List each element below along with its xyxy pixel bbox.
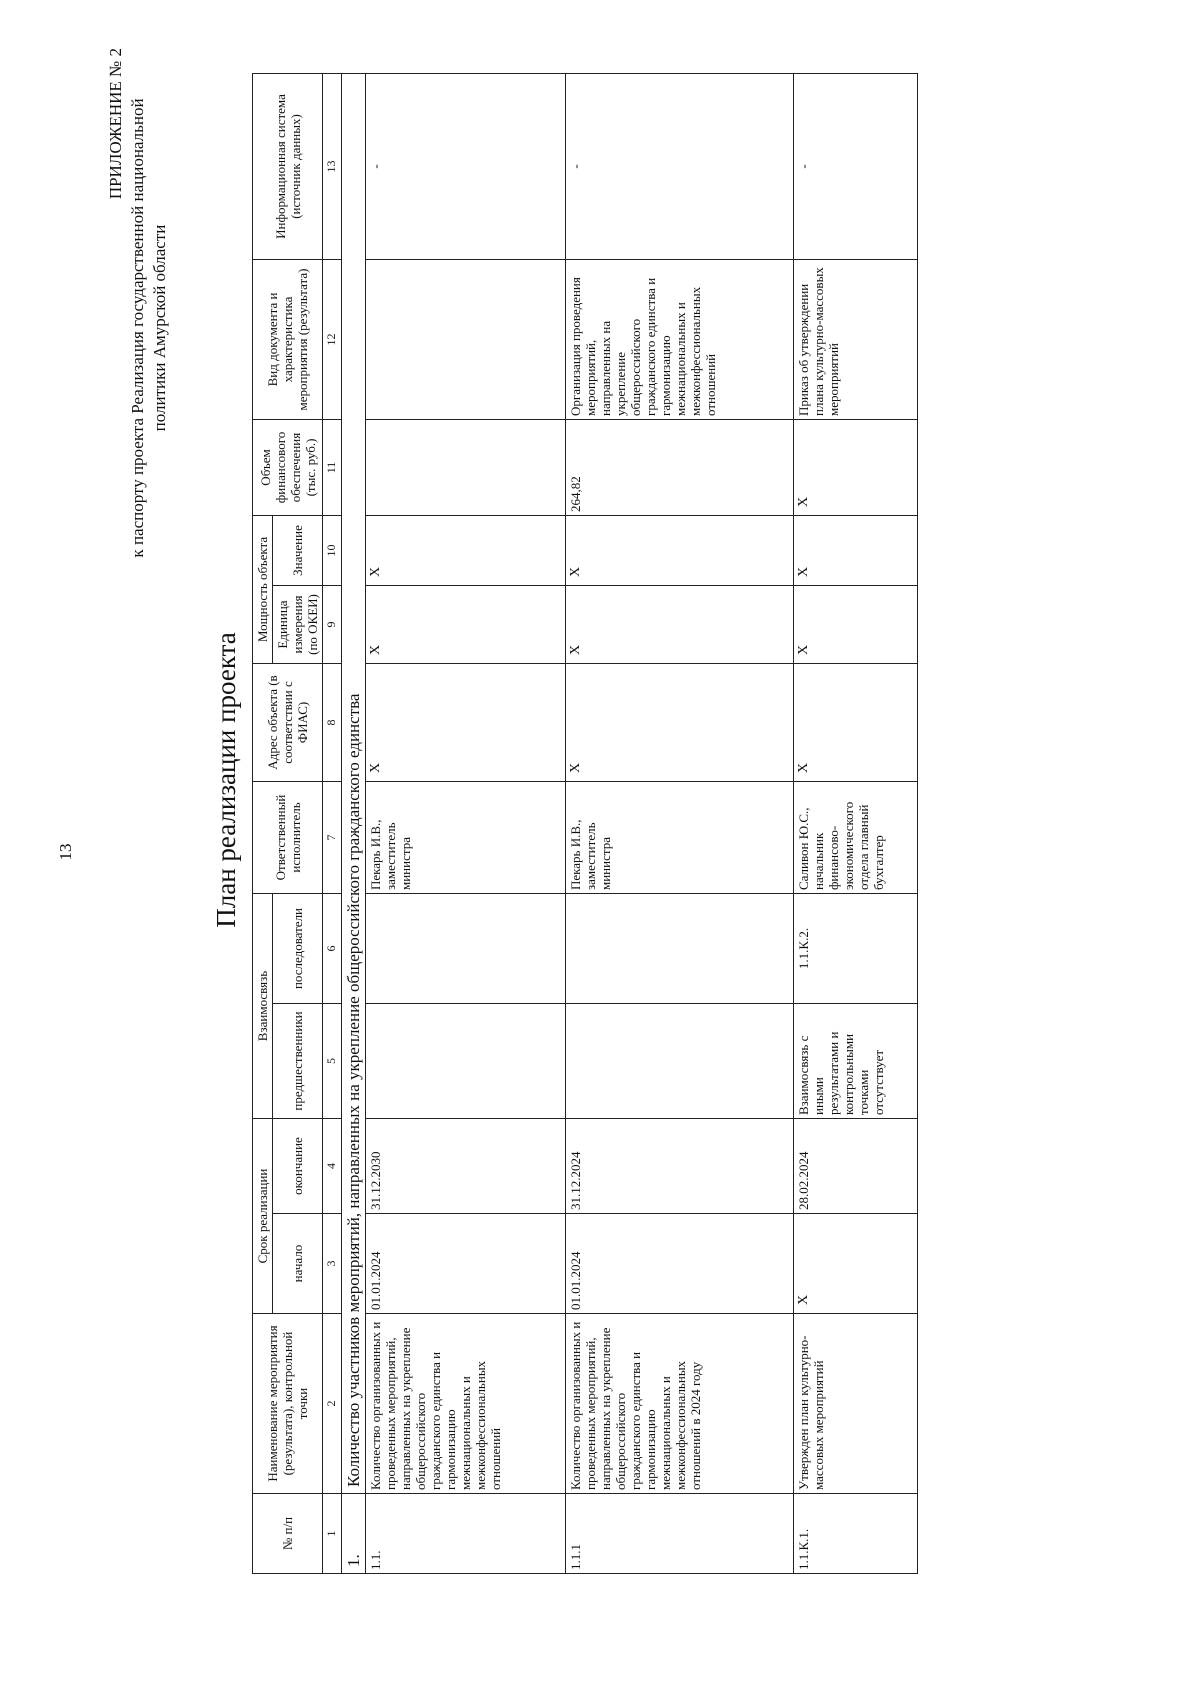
row-number: 1.1.1 bbox=[566, 1494, 794, 1574]
row-name: Количество организованных и проведенных мероприятий, направленных на укрепление общероссийского гражданского единства и гармонизацию межнациональных и межконфессиональных отношений bbox=[366, 1314, 566, 1494]
header-predecessors: предшественники bbox=[273, 1004, 323, 1119]
table-row bbox=[566, 73, 794, 1573]
header-address: Адрес объекта (в соответствии с ФИАС) bbox=[253, 664, 323, 782]
row-unit: Х bbox=[366, 586, 566, 664]
row-start: Х bbox=[794, 1214, 918, 1314]
row-predecessors: Взаимосвязь с иными результатами и контрольными точками отсутствует bbox=[794, 1004, 918, 1119]
col-number: 1 bbox=[323, 1494, 342, 1574]
column-numbers-row bbox=[323, 73, 342, 1573]
row-number: 1.1.К.1. bbox=[794, 1494, 918, 1574]
header-capacity: Мощность объекта bbox=[253, 515, 273, 663]
plan-table-container bbox=[252, 74, 1020, 1574]
row-finance bbox=[366, 419, 566, 515]
row-document bbox=[366, 259, 566, 419]
row-document: Приказ об утверждении плана культурно-массовых мероприятий bbox=[794, 259, 918, 419]
col-number: 8 bbox=[323, 664, 342, 782]
section-number: 1. bbox=[342, 1494, 366, 1574]
col-number: 7 bbox=[323, 782, 342, 894]
col-number: 4 bbox=[323, 1119, 342, 1214]
row-end: 31.12.2024 bbox=[566, 1119, 794, 1214]
appendix-line-3: политики Амурской области bbox=[150, 224, 169, 432]
header-link: Взаимосвязь bbox=[253, 894, 273, 1119]
row-responsible: Пекарь И.В., заместитель министра bbox=[566, 782, 794, 894]
header-finance: Объем финансового обеспечения (тыс. руб.) bbox=[253, 419, 323, 515]
row-info-system: - bbox=[566, 73, 794, 259]
header-row-1 bbox=[253, 73, 273, 1573]
col-number: 10 bbox=[323, 515, 342, 585]
row-unit: Х bbox=[794, 586, 918, 664]
row-address: Х bbox=[794, 664, 918, 782]
row-finance: 264,82 bbox=[566, 419, 794, 515]
appendix-line-2: к паспорту проекта Реализация государственной национальной bbox=[128, 98, 147, 558]
row-value: Х bbox=[566, 515, 794, 585]
row-document: Организация проведения мероприятий, направленных на укрепление общероссийского гражданского единства и гармонизацию межнациональных и межконфессиональных отношений bbox=[566, 259, 794, 419]
header-info-system: Информационная система (источник данных) bbox=[253, 73, 323, 259]
section-row bbox=[342, 73, 366, 1573]
row-value: Х bbox=[794, 515, 918, 585]
row-predecessors bbox=[366, 1004, 566, 1119]
col-number: 5 bbox=[323, 1004, 342, 1119]
page-title: План реализации проекта bbox=[211, 632, 241, 928]
row-successors bbox=[366, 894, 566, 1004]
page-number: 13 bbox=[56, 843, 75, 861]
row-start: 01.01.2024 bbox=[366, 1214, 566, 1314]
header-period: Срок реализации bbox=[253, 1119, 273, 1314]
row-successors bbox=[566, 894, 794, 1004]
header-num: № п/п bbox=[253, 1494, 323, 1574]
appendix-block bbox=[105, 48, 215, 608]
row-unit: Х bbox=[566, 586, 794, 664]
header-responsible: Ответственный исполнитель bbox=[253, 782, 323, 894]
row-responsible: Саливон Ю.С., начальник финансово-экономического отдела главный бухгалтер bbox=[794, 782, 918, 894]
col-number: 6 bbox=[323, 894, 342, 1004]
col-number: 11 bbox=[323, 419, 342, 515]
row-info-system: - bbox=[366, 73, 566, 259]
row-end: 28.02.2024 bbox=[794, 1119, 918, 1214]
row-successors: 1.1.К.2. bbox=[794, 894, 918, 1004]
header-successors: последователи bbox=[273, 894, 323, 1004]
header-end: окончание bbox=[273, 1119, 323, 1214]
row-name: Утвержден план культурно-массовых мероприятий bbox=[794, 1314, 918, 1494]
row-end: 31.12.2030 bbox=[366, 1119, 566, 1214]
row-address: Х bbox=[366, 664, 566, 782]
row-name: Количество организованных и проведенных мероприятий, направленных на укрепление общероссийского гражданского единства и гармонизацию межнациональных и межконфессиональных отношений в 2024 году bbox=[566, 1314, 794, 1494]
col-number: 13 bbox=[323, 73, 342, 259]
plan-table bbox=[252, 73, 918, 1574]
row-info-system: - bbox=[794, 73, 918, 259]
row-responsible: Пекарь И.В., заместитель министра bbox=[366, 782, 566, 894]
section-title: Количество участников мероприятий, направленных на укрепление общероссийского гражданского единства bbox=[342, 73, 366, 1493]
row-address: Х bbox=[566, 664, 794, 782]
header-name: Наименование мероприятия (результата), контрольной точки bbox=[253, 1314, 323, 1494]
header-unit: Единица измерения (по ОКЕИ) bbox=[273, 586, 323, 664]
header-document: Вид документа и характеристика мероприятия (результата) bbox=[253, 259, 323, 419]
row-start: 01.01.2024 bbox=[566, 1214, 794, 1314]
row-finance: Х bbox=[794, 419, 918, 515]
col-number: 12 bbox=[323, 259, 342, 419]
header-value: Значение bbox=[273, 515, 323, 585]
table-row bbox=[794, 73, 918, 1573]
col-number: 3 bbox=[323, 1214, 342, 1314]
table-row bbox=[366, 73, 566, 1573]
row-number: 1.1. bbox=[366, 1494, 566, 1574]
col-number: 2 bbox=[323, 1314, 342, 1494]
header-start: начало bbox=[273, 1214, 323, 1314]
appendix-label: ПРИЛОЖЕНИЕ № 2 bbox=[106, 48, 125, 200]
row-predecessors bbox=[566, 1004, 794, 1119]
col-number: 9 bbox=[323, 586, 342, 664]
row-value: Х bbox=[366, 515, 566, 585]
